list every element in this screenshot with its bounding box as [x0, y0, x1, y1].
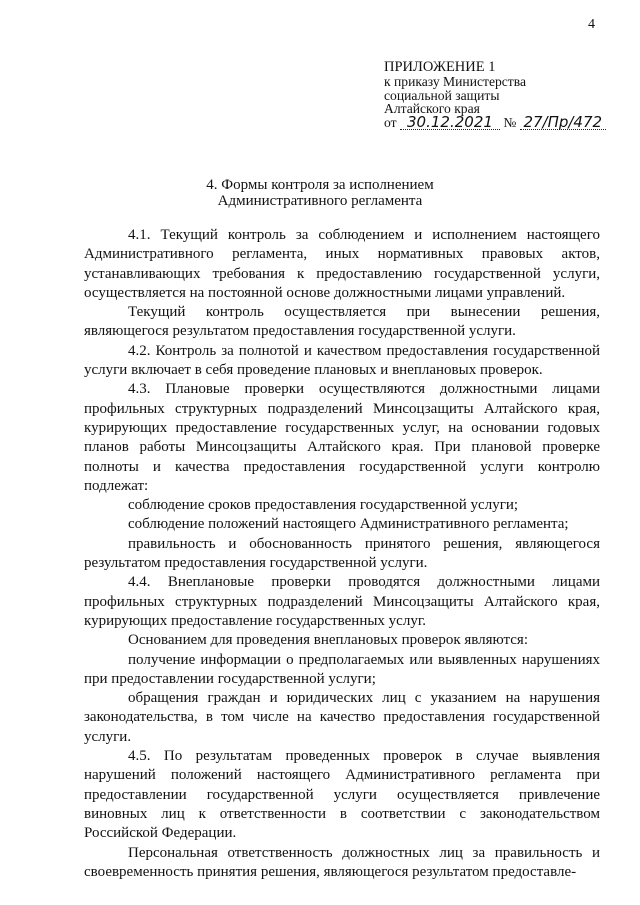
appendix-line-region: Алтайского края: [384, 101, 480, 116]
list-item-citizen-appeals: обращения граждан и юридических лиц с указанием на нарушения законодательства, в том числе на качество предоставления государственной услуги.: [84, 690, 600, 745]
list-item-decision-correctness: правильность и обоснованность принятого решения, являющегося результатом предоставления государственной услуги.: [84, 535, 600, 572]
page-number: 4: [588, 17, 595, 32]
appendix-title: ПРИЛОЖЕНИЕ 1: [384, 59, 496, 75]
paragraph-current-control: Текущий контроль осуществляется при вынесении решения, являющегося результатом предоставления государственной услуги.: [84, 304, 600, 340]
list-item-regulation-compliance: соблюдение положений настоящего Административного регламента;: [128, 516, 569, 533]
handwritten-order-number: 27/Пр/472: [520, 116, 606, 130]
appendix-line-ministry: социальной защиты: [384, 87, 500, 103]
paragraph-4-2: 4.2. Контроль за полнотой и качеством предоставления государственной услуги включает в себя проведение плановых и внеплановых проверок.: [84, 342, 600, 379]
appendix-header: [384, 60, 606, 130]
appendix-date-line: [384, 112, 606, 131]
section-heading-line-2: Административного регламента: [217, 192, 423, 209]
paragraph-4-3: 4.3. Плановые проверки осуществляются должностными лицами профильных структурных подразделений Минсоцзащиты Алтайского края, курирующих предоставление государственных услуг, на основании годовых планов работы Минсоцзащиты Алтайского края. При плановой проверке полноты и качества предоставления государственной услуги контролю подлежат:: [84, 381, 600, 494]
section-heading-line-1: 4. Формы контроля за исполнением: [206, 177, 434, 193]
list-item-deadlines: соблюдение сроков предоставления государственной услуги;: [128, 497, 519, 514]
paragraph-4-5: 4.5. По результатам проведенных проверок в случае выявления нарушений положений настоящего Административного регламента при предоставлении государственной услуги осуществляется привлечение виновных лиц к ответственности в соответствии с законодательством Российской Федерации.: [84, 748, 600, 842]
paragraph-personal-responsibility: Персональная ответственность должностных лиц за правильность и своевременность принятия решения, являющегося результатом предоставле-: [84, 844, 600, 880]
appendix-line-order: к приказу Министерства: [384, 74, 527, 89]
document-body: [84, 226, 600, 882]
paragraph-4-4: 4.4. Внеплановые проверки проводятся должностными лицами профильных структурных подразделений Минсоцзащиты Алтайского края, курирующих предоставление государственных услуг.: [84, 574, 600, 629]
date-prefix: от: [384, 114, 397, 130]
paragraph-4-1: 4.1. Текущий контроль за соблюдением и исполнением настоящего Административного регламента, иных нормативных правовых актов, устанавливающих требования к предоставлению государственной услуги, осуществляется на постоянной основе должностными лицами управлений.: [84, 227, 600, 301]
list-item-violation-info: получение информации о предполагаемых или выявленных нарушениях при предоставлении государственной услуги;: [84, 651, 600, 687]
handwritten-date: 30.12.2021: [400, 116, 500, 130]
section-heading: [0, 178, 640, 209]
number-sign: №: [503, 114, 517, 130]
paragraph-unscheduled-grounds: Основанием для проведения внеплановых проверок являются:: [128, 632, 528, 649]
